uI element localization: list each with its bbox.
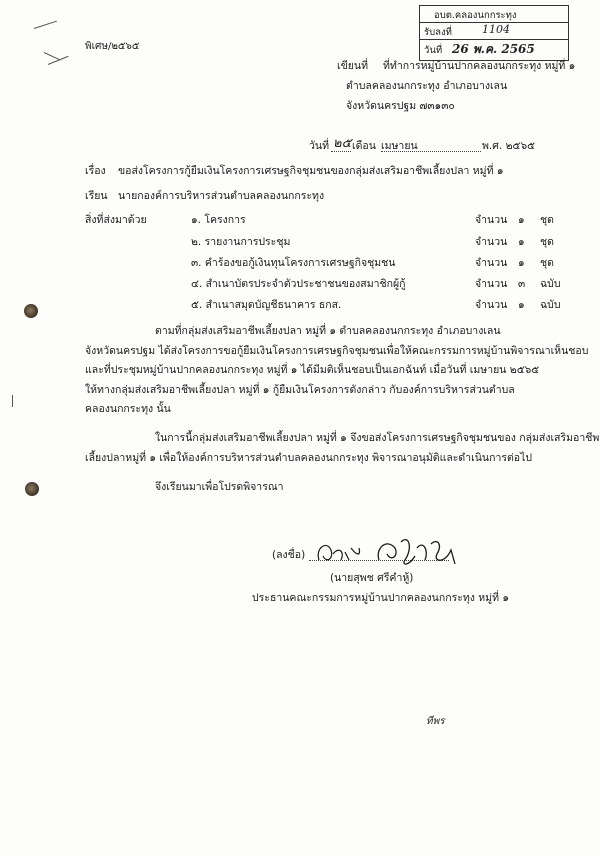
- body-line: ตามที่กลุ่มส่งเสริมอาชีพเลี้ยงปลา หมู่ที่ ๑ ตำบลคลองนกกระทุง อำเภอบางเลน: [155, 325, 501, 337]
- enclosure-item: ๑. โครงการ: [191, 214, 246, 226]
- signer-name: (นายสุพช ศรีคำหู้): [330, 572, 414, 584]
- date-month-label: เดือน: [352, 140, 376, 152]
- enclosure-count-label: จำนวน: [475, 299, 508, 311]
- date-month: เมษายน: [381, 140, 418, 152]
- pen-mark: [12, 395, 13, 407]
- receiving-stamp: [419, 5, 569, 61]
- enclosure-count-label: จำนวน: [475, 214, 508, 226]
- body-line: คลองนกกระทุง นั้น: [85, 403, 171, 415]
- enclosure-qty: ๓: [518, 278, 526, 290]
- sender-line-1: ที่ทำการหมู่บ้านปากคลองนกกระทุง หมู่ที่ ๑: [383, 60, 576, 72]
- stamp-received-label: รับลงที่: [424, 27, 452, 38]
- enclosure-unit: ชุด: [540, 236, 554, 248]
- recipient-label: เรียน: [85, 190, 108, 202]
- stamp-received-number: 1104: [482, 23, 510, 36]
- enclosure-qty: ๑: [518, 214, 525, 226]
- enclosure-item: ๓. คำร้องขอกู้เงินทุนโครงการเศรษฐกิจชุมชน: [191, 257, 396, 269]
- document-number: พิเศษ/๒๕๖๕: [85, 41, 140, 52]
- subject-label: เรื่อง: [85, 165, 106, 177]
- subject-text: ขอส่งโครงการกู้ยืมเงินโครงการเศรษฐกิจชุมชนของกลุ่มส่งเสริมอาชีพเลี้ยงปลา หมู่ที่ ๑: [118, 165, 504, 177]
- signature-label: (ลงชื่อ): [272, 549, 306, 561]
- footer-note: ทีพร: [426, 716, 445, 727]
- enclosure-unit: ฉบับ: [540, 278, 561, 290]
- enclosure-count-label: จำนวน: [475, 257, 508, 269]
- month-dotted-line: [381, 151, 481, 152]
- closing-line: จึงเรียนมาเพื่อโปรดพิจารณา: [155, 481, 284, 493]
- sender-line-3: จังหวัดนครปฐม ๗๓๑๓๐: [346, 100, 455, 112]
- punch-hole: [24, 304, 38, 318]
- enclosure-count-label: จำนวน: [475, 236, 508, 248]
- body-line: เลี้ยงปลาหมู่ที่ ๑ เพื่อให้องค์การบริหารส่วนตำบลคลองนกกระทุง พิจารณาอนุมัติและดำเนินการต่อไป: [85, 452, 533, 464]
- enclosure-qty: ๑: [518, 236, 525, 248]
- signer-position: ประธานคณะกรรมการหมู่บ้านปากคลองนกกระทุง หมู่ที่ ๑: [252, 592, 509, 604]
- pen-mark: [48, 56, 69, 65]
- date-day: ๒๕: [333, 136, 352, 151]
- stamp-org: อบต.คลองนกกระทุง: [434, 10, 517, 21]
- sender-label: เขียนที่: [337, 60, 369, 72]
- enclosure-unit: ชุด: [540, 257, 554, 269]
- enclosure-unit: ฉบับ: [540, 299, 561, 311]
- pen-mark: [34, 21, 57, 29]
- stamp-date-value: 26 พ.ค. 2565: [452, 42, 535, 56]
- enclosure-item: ๔. สำเนาบัตรประจำตัวประชาชนของสมาชิกผู้กู้: [191, 278, 406, 290]
- enclosure-item: ๒. รายงานการประชุม: [191, 236, 291, 248]
- enclosure-qty: ๑: [518, 299, 525, 311]
- recipient-text: นายกองค์การบริหารส่วนตำบลคลองนกกระทุง: [118, 190, 325, 202]
- enclosure-unit: ชุด: [540, 214, 554, 226]
- date-dotted-line: [331, 151, 351, 152]
- enclosures-label: สิ่งที่ส่งมาด้วย: [85, 214, 147, 226]
- body-line: จังหวัดนครปฐม ได้ส่งโครงการขอกู้ยืมเงินโครงการเศรษฐกิจชุมชนเพื่อให้คณะกรรมการหมู่บ้านพิจารณาเห็นชอบ: [85, 345, 589, 357]
- enclosure-qty: ๑: [518, 257, 525, 269]
- stamp-date-label: วันที่: [424, 45, 443, 56]
- date-prefix: วันที่: [309, 140, 329, 152]
- body-line: ให้ทางกลุ่มส่งเสริมอาชีพเลี้ยงปลา หมู่ที่ ๑ กู้ยืมเงินโครงการดังกล่าว กับองค์การบริหารส่วนตำบล: [85, 384, 515, 396]
- enclosure-item: ๕. สำเนาสมุดบัญชีธนาคาร ธกส.: [191, 299, 342, 311]
- date-year: พ.ศ. ๒๕๖๕: [482, 140, 536, 152]
- body-line: ในการนี้กลุ่มส่งเสริมอาชีพเลี้ยงปลา หมู่ที่ ๑ จึงขอส่งโครงการเศรษฐกิจชุมชนของ กลุ่มส่งเสริมอาชีพ: [155, 432, 600, 444]
- enclosure-count-label: จำนวน: [475, 278, 508, 290]
- handwritten-signature: [305, 530, 465, 570]
- body-line: และที่ประชุมหมู่บ้านปากคลองนกกระทุง หมู่ที่ ๑ ได้มีมติเห็นชอบเป็นเอกฉันท์ เมื่อวันที่ เมษายน ๒๕๖๕: [85, 364, 540, 376]
- punch-hole: [25, 482, 39, 496]
- sender-line-2: ตำบลคลองนกกระทุง อำเภอบางเลน: [346, 80, 508, 92]
